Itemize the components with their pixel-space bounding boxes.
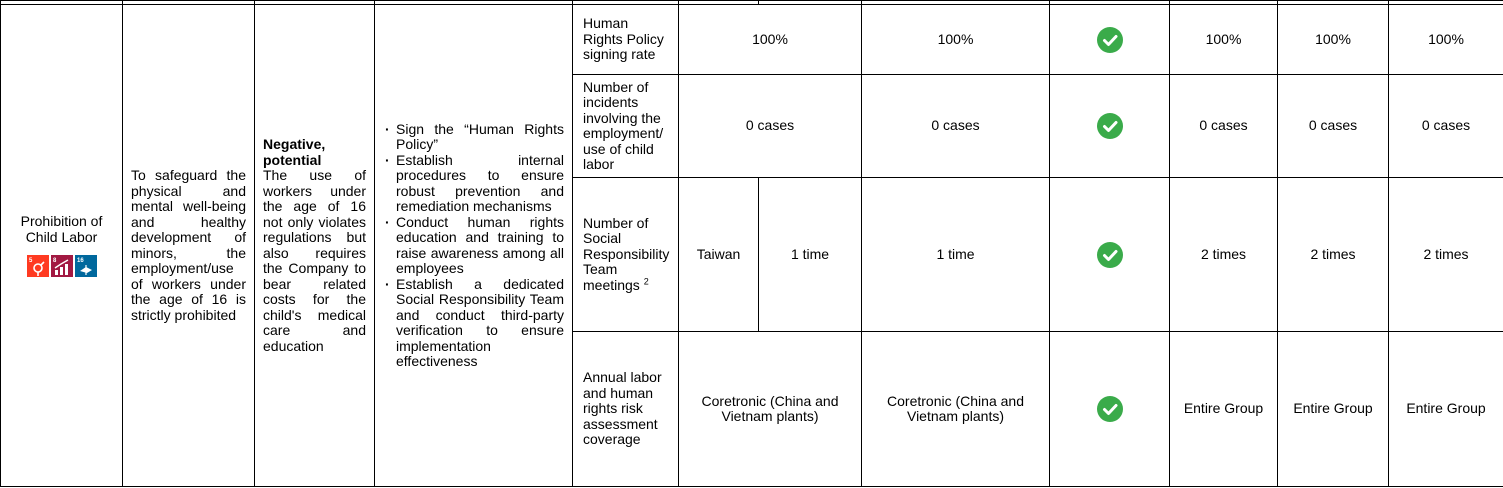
kpi-target: 1 time [759,178,862,332]
kpi-target: 100% [679,5,862,75]
sdg-icons [5,255,118,277]
svg-text:16: 16 [76,258,84,264]
list-item: · Establish a dedicated Social Responsibility Team and conduct third-party verification to ensure implementation effectiveness [383,277,564,370]
list-item: · Establish internal procedures to ensure robust prevention and remediation mechanisms [383,153,564,215]
achievement-cell [1050,75,1170,178]
check-circle-icon [1097,27,1123,53]
kpi-long-term: 100% [1389,5,1503,75]
theme-label: Prohibition of Child Labor [20,213,103,245]
check-circle-icon [1097,113,1123,139]
kpi-mid-term: Entire Group [1278,332,1389,487]
kpi-long-term: 0 cases [1389,75,1503,178]
kpi-actual: 100% [862,5,1050,75]
kpi-indicator: Human Rights Policy signing rate [573,5,679,75]
sdg-8-decent-work-icon [51,255,73,277]
kpi-mid-term: 2 times [1278,178,1389,332]
kpi-short-term: Entire Group [1170,332,1278,487]
kpi-short-term: 2 times [1170,178,1278,332]
objective-cell: To safeguard the physical and mental well-being and healthy development of minors, the employment/use of workers under the age of 16 is strictly prohibited [123,5,255,487]
kpi-target: 0 cases [679,75,862,178]
kpi-indicator [573,178,679,332]
impact-text: The use of workers under the age of 16 not only violates regulations but also requires the Company to bear related costs for the child's medical care and education [263,167,366,354]
kpi-long-term: Entire Group [1389,332,1503,487]
achievement-cell [1050,5,1170,75]
kpi-indicator: Annual labor and human rights risk assessment coverage [573,332,679,487]
svg-text:5: 5 [28,258,32,264]
check-circle-icon [1097,242,1123,268]
sdg-16-peace-justice-icon [75,255,97,277]
kpi-target-scope: Taiwan [679,178,759,332]
svg-text:8: 8 [52,258,56,264]
kpi-target: Coretronic (China and Vietnam plants) [679,332,862,487]
footnote-marker: 2 [643,276,649,287]
kpi-short-term: 0 cases [1170,75,1278,178]
kpi-short-term: 100% [1170,5,1278,75]
kpi-mid-term: 100% [1278,5,1389,75]
actions-list [383,122,564,370]
list-item: · Sign the “Human Rights Policy” [383,122,564,153]
check-circle-icon [1097,396,1123,422]
kpi-mid-term: 0 cases [1278,75,1389,178]
impact-cell [255,5,375,487]
impact-type: Negative, potential [263,136,326,168]
kpi-actual: 1 time [862,178,1050,332]
table-row [1,5,1503,75]
kpi-indicator-text: Number of Social Responsibility Team meetings [583,214,670,293]
list-item: · Conduct human rights education and training to raise awareness among all employees [383,215,564,277]
sdg-5-gender-equality-icon [27,255,49,277]
achievement-cell [1050,332,1170,487]
kpi-indicator: Number of incidents involving the employment/ use of child labor [573,75,679,178]
achievement-cell [1050,178,1170,332]
theme-cell [1,5,123,487]
actions-cell [375,5,573,487]
kpi-long-term: 2 times [1389,178,1503,332]
kpi-actual: Coretronic (China and Vietnam plants) [862,332,1050,487]
kpi-actual: 0 cases [862,75,1050,178]
